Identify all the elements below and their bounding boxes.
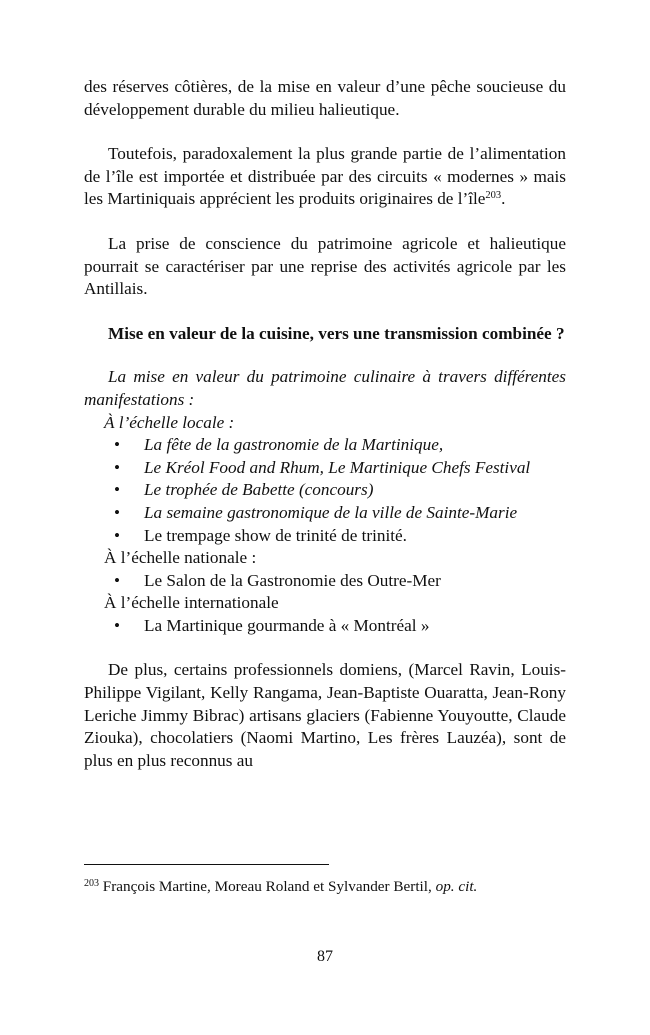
bullet-icon: •	[114, 457, 121, 477]
list-item-text: Le Kréol Food and Rhum, Le Martinique Chefs Festival	[144, 457, 531, 477]
list-item	[84, 615, 566, 638]
list-item-text: La Martinique gourmande à « Montréal »	[144, 615, 430, 635]
bullet-icon: •	[114, 480, 121, 500]
list-item	[84, 570, 566, 593]
page-number: 87	[317, 948, 333, 965]
local-events-list	[84, 434, 566, 547]
page-body	[84, 76, 566, 772]
list-item-text: La fête de la gastronomie de la Martinique,	[144, 435, 444, 455]
international-events-list	[84, 615, 566, 638]
list-item	[84, 502, 566, 525]
footnote-text: François Martine, Moreau Roland et Sylvander Bertil,	[102, 878, 432, 895]
list-item	[84, 457, 566, 480]
bullet-icon: •	[114, 525, 121, 545]
national-events-list	[84, 570, 566, 593]
bullet-icon: •	[114, 435, 121, 455]
list-item-text: La semaine gastronomique de la ville de Sainte-Marie	[144, 502, 518, 522]
bullet-icon: •	[114, 502, 121, 522]
list-item-text: Le Salon de la Gastronomie des Outre-Mer	[144, 570, 441, 590]
paragraph-3: La prise de conscience du patrimoine agricole et halieutique pourrait se caractériser par une reprise des activités agricole par les Antillais.	[84, 233, 566, 299]
level-label-international: À l’échelle internationale	[104, 593, 279, 613]
bullet-icon: •	[114, 615, 121, 635]
paragraph-2: Toutefois, paradoxalement la plus grande partie de l’alimentation de l’île est importée et distribuée par des circuits « modernes » mais les Martiniquais apprécient les produits originaires de l’île$^{203}$.	[84, 144, 566, 209]
list-item-text: Le trophée de Babette (concours)	[144, 480, 374, 500]
footnote-citation: op. cit.	[435, 878, 478, 895]
footnote-reference[interactable]: 203	[485, 190, 502, 202]
footnote-divider	[84, 864, 329, 865]
events-list-block	[84, 366, 566, 637]
level-label-national: À l’échelle nationale :	[104, 548, 257, 568]
list-item-text: Le trempage show de trinité de trinité.	[144, 525, 407, 545]
footnote	[84, 877, 566, 897]
list-item	[84, 434, 566, 457]
closing-paragraph: De plus, certains professionnels domiens, (Marcel Ravin, Louis-Philippe Vigilant, Kelly Rangama, Jean-Baptiste Ouaratta, Jean-Rony Leriche Jimmy Bibrac) artisans glaciers (Fabienne Youyoutte, Claude Ziouka), chocolatiers (Naomi Martino, Les frères Lauzéa), sont de plus en plus reconnus au	[84, 660, 566, 770]
level-label-local: À l’échelle locale :	[104, 412, 235, 432]
list-intro: La mise en valeur du patrimoine culinaire à travers différentes manifestations :	[84, 367, 566, 409]
section-heading: Mise en valeur de la cuisine, vers une transmission combinée ?	[108, 323, 565, 343]
paragraph-2-text: Toutefois, paradoxalement la plus grande partie de l’alimentation de l’île est importée et distribuée par des circuits « modernes » mais les Martiniquais apprécient les produits originaires de l’île	[84, 144, 566, 209]
bullet-icon: •	[114, 570, 121, 590]
list-item	[84, 479, 566, 502]
list-item	[84, 525, 566, 548]
footnote-number: 203	[84, 878, 99, 889]
paragraph-1: des réserves côtières, de la mise en valeur d’une pêche soucieuse du développement durable du milieu halieutique.	[84, 77, 566, 119]
